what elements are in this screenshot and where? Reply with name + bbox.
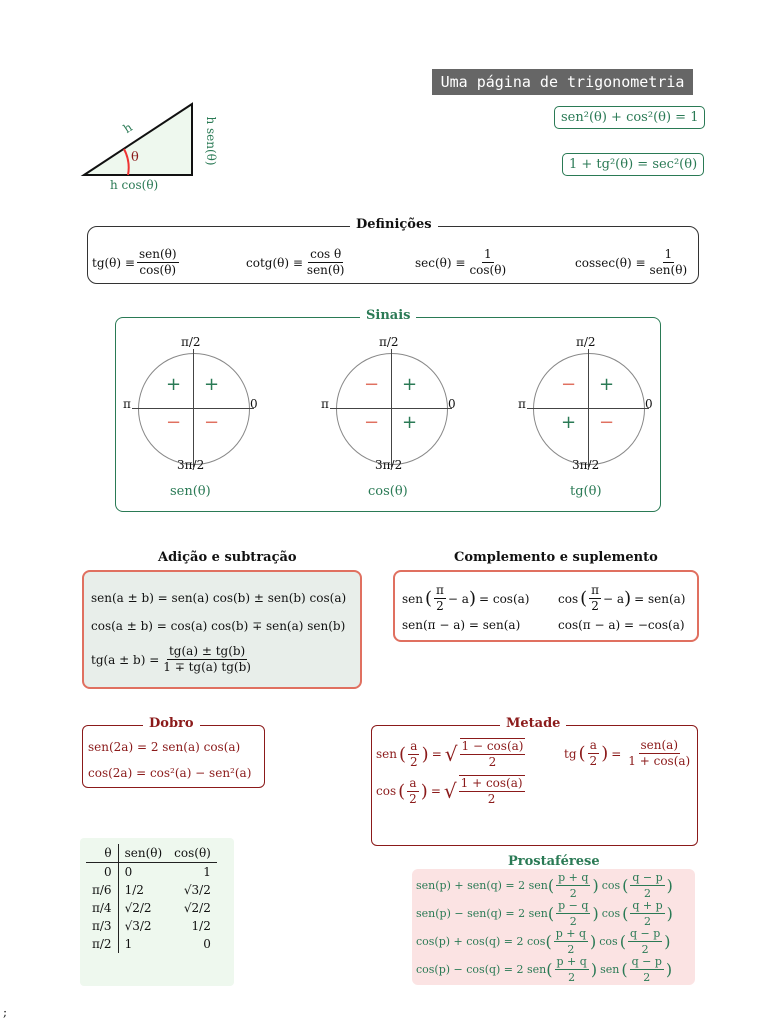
table-row bbox=[86, 935, 217, 953]
prosta-row-1-a-num: p + q bbox=[558, 871, 589, 884]
prosta-row-2-lhs: sen(p) − sen(q) = 2 sen bbox=[416, 907, 548, 920]
triangle-adj-label: h cos(θ) bbox=[110, 178, 159, 192]
table-header-sen: sen(θ) bbox=[118, 844, 168, 863]
table-cell: π/6 bbox=[86, 881, 118, 899]
signs-2-circle bbox=[336, 353, 448, 465]
prosta-row-3-a-num: p + q bbox=[555, 927, 586, 940]
complement-line-1-minus: − a bbox=[447, 591, 469, 606]
double-title: Dobro bbox=[143, 716, 200, 731]
addition-line-1: sen(a ± b) = sen(a) cos(b) ± sen(b) cos(a) bbox=[91, 591, 347, 605]
identity-tangent: 1 + tg²(θ) = sec²(θ) bbox=[562, 153, 704, 176]
signs-1-label: sen(θ) bbox=[170, 484, 211, 499]
prosta-row-1-b-den: 2 bbox=[644, 887, 652, 900]
signs-3-bottom: 3π/2 bbox=[572, 458, 600, 472]
def-cotangent-den: sen(θ) bbox=[306, 263, 345, 277]
signs-3-top: π/2 bbox=[576, 335, 596, 349]
signs-3-axis-v bbox=[588, 349, 589, 467]
def-cotangent bbox=[246, 247, 348, 278]
half-tg-num: sen(a) bbox=[640, 738, 679, 752]
prosta-row-1-b-num: q − p bbox=[632, 871, 663, 884]
prosta-row-1-a-den: 2 bbox=[569, 887, 577, 900]
table-cell: √3/2 bbox=[183, 883, 211, 897]
half-cos-fn: cos bbox=[376, 784, 397, 798]
def-tangent-den: cos(θ) bbox=[139, 263, 177, 277]
prosta-row-4-b-num: q − p bbox=[631, 955, 662, 968]
prosta-row-3: cos(p) + cos(q) = 2 cos ( $\frac{p + q}{2}$ ) cos ( $\frac{q - p}{2}$ ) bbox=[416, 927, 671, 956]
signs-3-q2: − bbox=[561, 374, 577, 395]
signs-box bbox=[115, 308, 661, 512]
def-cotangent-num: cos θ bbox=[310, 247, 342, 261]
signs-1-top: π/2 bbox=[181, 335, 201, 349]
signs-3-circle bbox=[533, 353, 645, 465]
signs-2-q3: − bbox=[364, 412, 380, 433]
complement-line-1-rhs: = cos(a) bbox=[478, 591, 530, 606]
def-secant-lhs: sec(θ) ≡ bbox=[415, 255, 466, 270]
signs-1-left: π bbox=[123, 397, 131, 411]
addition-title: Adição e subtração bbox=[158, 550, 297, 565]
signs-3-q1: + bbox=[599, 374, 615, 395]
table-header-cos: cos(θ) bbox=[168, 844, 217, 863]
half-tg-two: 2 bbox=[589, 754, 598, 768]
prosta-row-2-b-num: q + p bbox=[632, 899, 663, 912]
table-cell: √3/2 bbox=[124, 919, 152, 933]
table-row bbox=[86, 863, 217, 882]
prosta-row-4-lhs: cos(p) − cos(q) = 2 sen bbox=[416, 963, 547, 976]
prosta-row-2-a-num: p − q bbox=[558, 899, 589, 912]
signs-3-label: tg(θ) bbox=[570, 484, 602, 499]
half-tg-den: 1 + cos(a) bbox=[628, 754, 691, 768]
table-header-row bbox=[86, 844, 217, 863]
addition-line-3-lhs: tg(a ± b) = bbox=[91, 652, 160, 667]
prosta-row-3-a-den: 2 bbox=[567, 943, 575, 956]
def-tangent-lhs: tg(θ) ≡ bbox=[92, 255, 135, 270]
complement-line-2: cos ( $\frac{\pi}{2}$ − a ) = sen(a) bbox=[558, 583, 686, 613]
half-sen-num: 1 − cos(a) bbox=[461, 739, 524, 753]
complement-line-2-den: 2 bbox=[591, 599, 599, 613]
half-tg-a: a bbox=[589, 738, 597, 752]
prosta-row-2-b-den: 2 bbox=[644, 915, 652, 928]
half-sen-den: 2 bbox=[488, 755, 497, 769]
complement-line-3: sen(π − a) = sen(a) bbox=[402, 618, 521, 632]
definitions-box bbox=[87, 217, 699, 284]
prosta-title: Prostaférese bbox=[508, 854, 600, 869]
table-header-theta: θ bbox=[86, 844, 118, 863]
addition-line-3-den: 1 ∓ tg(a) tg(b) bbox=[163, 660, 251, 674]
half-sen-fn: sen bbox=[376, 747, 397, 761]
table-cell: π/4 bbox=[86, 899, 118, 917]
half-title: Metade bbox=[500, 716, 566, 731]
half-tg: tg ( $\frac{a}{2}$ ) = $\frac{\text{sen(a)}}{1 + \cos(a)}$ bbox=[564, 738, 691, 768]
signs-2-axis-v bbox=[391, 349, 392, 467]
complement-title: Complemento e suplemento bbox=[454, 550, 658, 565]
prosta-row-2: sen(p) − sen(q) = 2 sen ( $\frac{p - q}{2}$ ) cos ( $\frac{q + p}{2}$ ) bbox=[416, 899, 673, 928]
triangle-angle-label: θ bbox=[131, 150, 139, 165]
def-cosecant bbox=[575, 247, 691, 278]
signs-2-bottom: 3π/2 bbox=[375, 458, 403, 472]
table-cell: 0 bbox=[86, 863, 118, 882]
half-sen-a: a bbox=[410, 738, 418, 753]
triangle-opp-label: h sen(θ) bbox=[204, 116, 218, 166]
page-title: Uma página de trigonometria bbox=[432, 69, 693, 95]
half-cos-num: 1 + cos(a) bbox=[460, 776, 523, 790]
addition-line-3-num: tg(a) ± tg(b) bbox=[168, 644, 246, 658]
table-cell: √2/2 bbox=[124, 901, 152, 915]
signs-3-right: 0 bbox=[645, 397, 653, 411]
signs-3-q4: − bbox=[599, 412, 615, 433]
signs-1-right: 0 bbox=[250, 397, 258, 411]
prosta-row-3-b-num: q − p bbox=[629, 927, 661, 940]
table-cell: π/3 bbox=[86, 917, 118, 935]
prosta-row-4-a-num: p + q bbox=[556, 955, 587, 968]
complement-line-2-rhs: = sen(a) bbox=[634, 591, 686, 606]
signs-3-q3: + bbox=[561, 412, 577, 433]
signs-2-top: π/2 bbox=[379, 335, 399, 349]
complement-line-1: sen ( $\frac{\pi}{2}$ − a ) = cos(a) bbox=[402, 583, 530, 613]
def-tangent-num: sen(θ) bbox=[138, 247, 177, 261]
prosta-row-3-b-den: 2 bbox=[641, 943, 649, 956]
signs-1-q3: − bbox=[166, 412, 182, 433]
def-cotangent-lhs: cotg(θ) ≡ bbox=[246, 255, 303, 270]
signs-3-left: π bbox=[518, 397, 526, 411]
identity-pythagorean: sen²(θ) + cos²(θ) = 1 bbox=[554, 106, 705, 129]
def-cosecant-lhs: cossec(θ) ≡ bbox=[575, 255, 646, 270]
half-sen-two: 2 bbox=[410, 754, 418, 769]
prosta-row-4-b-den: 2 bbox=[643, 971, 651, 984]
table-cell: 1/2 bbox=[191, 919, 211, 933]
complement-line-2-fn: cos bbox=[558, 591, 579, 606]
addition-line-2: cos(a ± b) = cos(a) cos(b) ∓ sen(a) sen(b) bbox=[91, 619, 346, 633]
definitions-title: Definições bbox=[350, 217, 438, 232]
def-secant bbox=[415, 247, 510, 278]
def-secant-num: 1 bbox=[483, 247, 492, 261]
table-cell: 1 bbox=[203, 865, 211, 879]
signs-1-q4: − bbox=[204, 412, 220, 433]
complement-line-1-num: π bbox=[436, 583, 444, 597]
signs-2-q2: − bbox=[364, 374, 380, 395]
half-sen: sen ( $\frac{a}{2}$ ) = √ $\frac{1 - \cos(a)}{2}$ bbox=[376, 738, 524, 769]
table-row bbox=[86, 899, 217, 917]
def-cosecant-num: 1 bbox=[664, 247, 673, 261]
half-cos-den: 2 bbox=[487, 792, 496, 806]
signs-2-label: cos(θ) bbox=[368, 484, 408, 499]
footer-mark: ; bbox=[3, 1005, 8, 1019]
def-tangent bbox=[92, 247, 181, 278]
complement-line-2-minus: − a bbox=[603, 591, 625, 606]
prosta-row-4: cos(p) − cos(q) = 2 sen ( $\frac{p + q}{2}$ ) sen ( $\frac{q - p}{2}$ ) bbox=[416, 955, 673, 984]
prosta-row-3-fn2: cos bbox=[599, 935, 618, 948]
signs-1-bottom: 3π/2 bbox=[177, 458, 205, 472]
signs-1-axis-v bbox=[193, 349, 194, 467]
prosta-row-3-lhs: cos(p) + cos(q) = 2 cos bbox=[416, 935, 546, 948]
addition-line-3 bbox=[91, 644, 255, 675]
complement-box bbox=[393, 570, 699, 642]
def-secant-den: cos(θ) bbox=[469, 263, 507, 277]
half-box bbox=[371, 716, 698, 846]
signs-2-q4: + bbox=[402, 412, 418, 433]
signs-title: Sinais bbox=[360, 308, 416, 323]
complement-line-1-den: 2 bbox=[436, 599, 444, 613]
table-cell: 0 bbox=[124, 865, 133, 879]
prosta-row-2-a-den: 2 bbox=[569, 915, 577, 928]
prosta-box bbox=[412, 869, 695, 985]
prosta-row-4-a-den: 2 bbox=[568, 971, 576, 984]
signs-1-q1: + bbox=[204, 374, 220, 395]
complement-line-1-fn: sen bbox=[402, 591, 423, 606]
table-row bbox=[86, 881, 217, 899]
def-cosecant-den: sen(θ) bbox=[649, 263, 688, 277]
prosta-row-2-fn2: cos bbox=[601, 907, 621, 920]
table-row bbox=[86, 917, 217, 935]
half-cos-two: 2 bbox=[409, 791, 417, 806]
complement-line-4: cos(π − a) = −cos(a) bbox=[558, 618, 685, 632]
half-cos-a: a bbox=[409, 775, 417, 790]
signs-2-left: π bbox=[321, 397, 329, 411]
values-table-panel bbox=[80, 838, 234, 986]
table-cell: 1 bbox=[124, 937, 133, 951]
signs-2-q1: + bbox=[402, 374, 418, 395]
triangle-hyp-label: h bbox=[120, 120, 135, 136]
half-tg-fn: tg bbox=[564, 746, 577, 761]
table-cell: √2/2 bbox=[183, 901, 211, 915]
prosta-row-1: sen(p) + sen(q) = 2 sen ( $\frac{p + q}{2}$ ) cos ( $\frac{q - p}{2}$ ) bbox=[416, 871, 673, 900]
prosta-row-1-fn2: cos bbox=[601, 879, 621, 892]
complement-line-2-num: π bbox=[591, 583, 600, 597]
signs-2-right: 0 bbox=[448, 397, 456, 411]
signs-1-circle bbox=[138, 353, 250, 465]
half-cos: cos ( $\frac{a}{2}$ ) = √ $\frac{1 + \cos(a)}{2}$ bbox=[376, 775, 523, 806]
double-box bbox=[82, 716, 265, 788]
table-cell: 0 bbox=[203, 937, 211, 951]
addition-box bbox=[82, 570, 362, 689]
prosta-row-1-lhs: sen(p) + sen(q) = 2 sen bbox=[416, 879, 548, 892]
values-table bbox=[86, 844, 217, 953]
table-cell: π/2 bbox=[86, 935, 118, 953]
double-line-1: sen(2a) = 2 sen(a) cos(a) bbox=[88, 740, 241, 754]
signs-1-q2: + bbox=[166, 374, 182, 395]
table-cell: 1/2 bbox=[124, 883, 144, 897]
prosta-row-4-fn2: sen bbox=[600, 963, 620, 976]
double-line-2: cos(2a) = cos²(a) − sen²(a) bbox=[88, 766, 252, 780]
